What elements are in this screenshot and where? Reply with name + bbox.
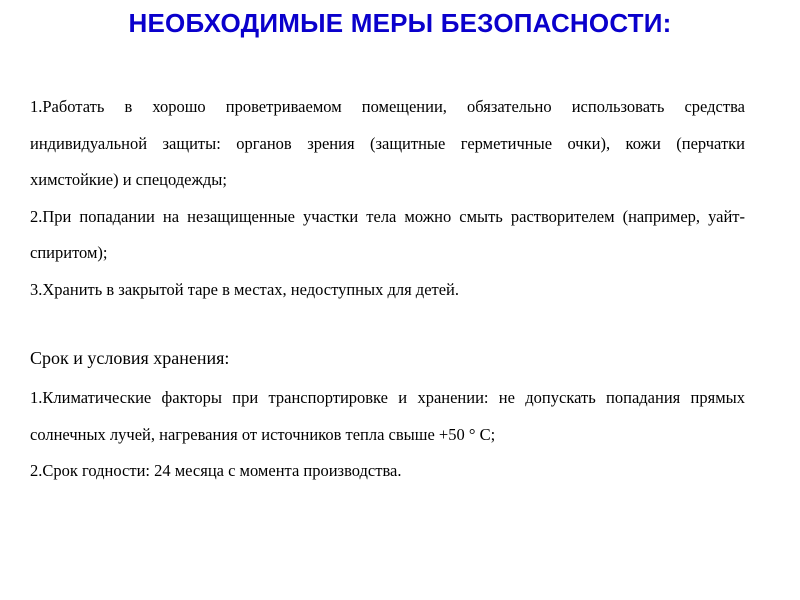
storage-condition-item: 2.Срок годности: 24 месяца с момента производства. — [30, 461, 402, 480]
safety-measure-item: 3.Хранить в закрытой таре в местах, недоступных для детей. — [30, 279, 460, 299]
storage-conditions-list — [30, 380, 745, 490]
safety-measures-list — [30, 89, 745, 308]
safety-measure-item: 2.При попадании на незащищенные участки тела можно смыть растворителем (например, уайт-спиритом); — [30, 206, 745, 262]
page-title: НЕОБХОДИМЫЕ МЕРЫ БЕЗОПАСНОСТИ: — [128, 8, 672, 38]
storage-heading: Срок и условия хранения: — [30, 348, 230, 368]
safety-measure-item: 1.Работать в хорошо проветриваемом помещении, обязательно использовать средства индивидуальной защиты: органов зрения (защитные герметичные очки), кожи (перчатки химстойкие) и спецодежды; — [30, 97, 745, 189]
storage-condition-item: 1.Климатические факторы при транспортировке и хранении: не допускать попадания прямых солнечных лучей, нагревания от источников тепла свыше +50 ° С; — [30, 388, 745, 444]
